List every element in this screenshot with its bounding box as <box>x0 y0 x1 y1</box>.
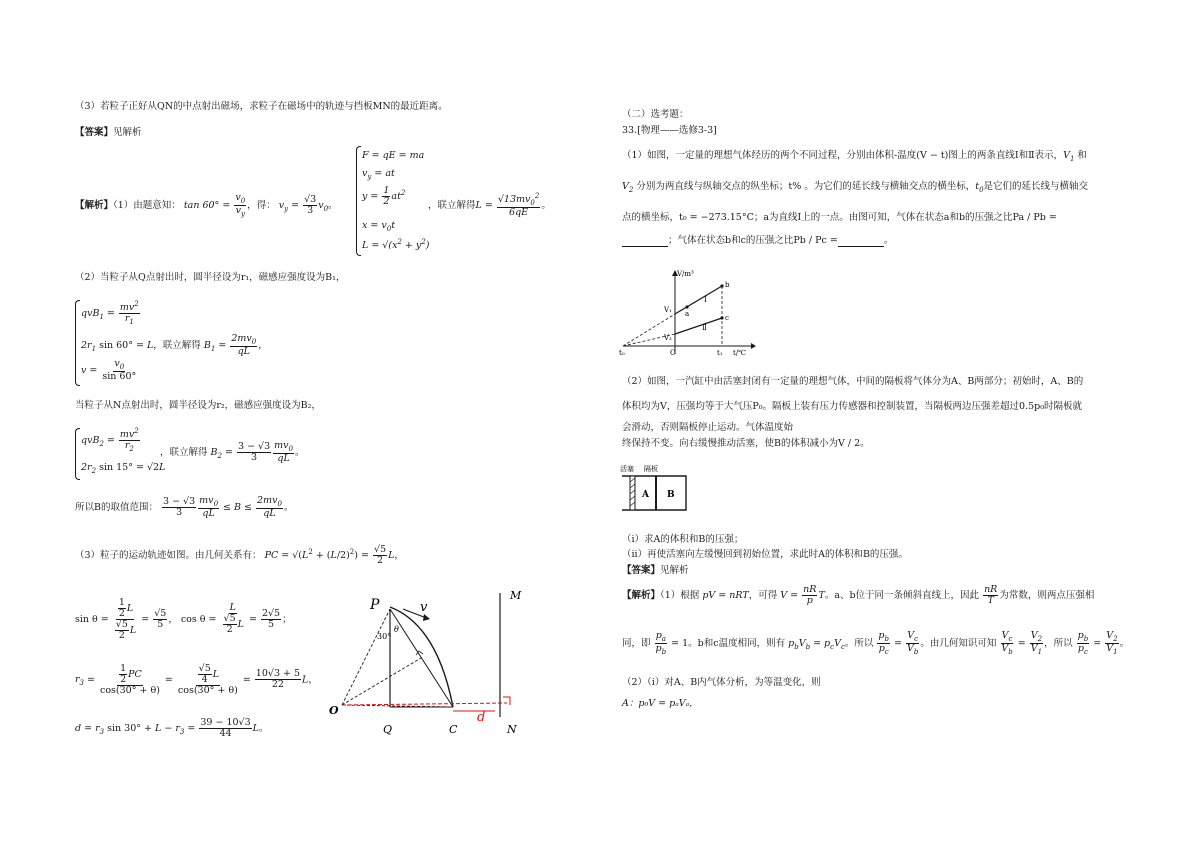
line-pc <box>390 609 453 707</box>
q33-p1-line2: $V_2$ 分别为两直线与纵轴交点的纵坐标；t% 。为它们的延长线与横轴交点的横坐标，$t_0$是它们的延长线与横轴交 <box>622 181 1089 194</box>
label-c: C <box>449 723 458 735</box>
part2-n-intro: 当粒子从N点射出时，圆半径设为r₂，磁感应强度设为B₂， <box>75 400 321 411</box>
eq-force: F = qE = ma <box>362 150 425 161</box>
vt-graph <box>615 266 765 360</box>
label-q: Q <box>383 723 393 735</box>
answer-line: 【答案】见解析 <box>75 127 142 138</box>
q33-p2-line3: 会滑动，否则隔板停止运动。气体温度始 <box>622 422 794 433</box>
part3-intro: （3）粒子的运动轨迹如图。由几何关系有： PC = $√(L^2 + (L/2)^2)$ = $\frac{√5}{2}$ L， <box>75 544 404 566</box>
eq-y: y = $\frac{1}{2}$ $at^2$ <box>362 185 406 207</box>
eq-x: $x = v_0t$ <box>362 220 396 233</box>
right-column <box>600 0 1200 849</box>
eq-v: v = $\frac{v_0}{\sin 60^\circ}$ <box>81 358 137 383</box>
system-brace-2 <box>75 300 80 386</box>
label-v2: V₂ <box>664 334 672 342</box>
label-t0: t₀ <box>619 349 625 357</box>
label-v-axis: V/m³ <box>677 270 694 278</box>
q33-p2-line4: 终保持不变。向右缓慢推动活塞，使B的体积减小为V / 2。 <box>622 438 870 449</box>
label-o-origin: O <box>670 349 676 357</box>
trajectory-figure <box>325 585 535 735</box>
q33-p1-line3: 点的横坐标，t₀ = −273.15°C；a为直线Ⅰ上的一点。由图可知，气体在状态a和b的压强之比Pa / Pb = <box>622 212 1057 223</box>
q33-p2-line1: （2）如图，一汽缸中由活塞封闭有一定量的理想气体，中间的隔板将气体分为A、B两部分；初始时，A、B的 <box>622 376 1084 387</box>
label-line-i: Ⅰ <box>704 296 707 304</box>
q33-p1-line1: （1）如图，一定量的理想气体经历的两个不同过程，分别由体积-温度(V − t)图上的两条直线Ⅰ和Ⅱ表示，$V_1$ 和 <box>622 150 1087 163</box>
solution-2-line2: A：p₀V = pₐVₐ， <box>622 698 699 709</box>
label-t1: t₁ <box>717 349 723 357</box>
label-n: N <box>507 723 517 735</box>
system-brace-1 <box>356 146 361 256</box>
q33-p1-line4: ；气体在状态b和c的压强之比Pb / Pc = 。 <box>622 235 893 247</box>
q3-intro: （3）若粒子正好从QN的中点射出磁场，求粒子在磁场中的轨迹与挡板MN的最近距离。 <box>75 101 448 112</box>
point-b <box>720 284 723 287</box>
line-ii <box>675 318 722 334</box>
label-d: d <box>477 710 486 725</box>
label-line-ii: Ⅱ <box>702 324 707 332</box>
label-a: a <box>685 310 690 318</box>
eq-2r1: $2r_1$ sin 60° = L，联立解得 $B_1$ = $\frac{2mv_0}{qL}$ ， <box>81 333 268 358</box>
red-dashed-line <box>342 703 507 705</box>
label-c-pt: c <box>725 314 729 322</box>
label-o: O <box>329 704 339 717</box>
q33-title: 33.[物理——选修3-3] <box>622 125 717 136</box>
eq-qvb2: qvB$_2$ = $\frac{mv^2}{r_2}$ <box>81 427 139 454</box>
solve-b2: ，联立解得 $B_2$ = $\frac{3 - √3}{3}$ $\frac{mv_0}{qL}$ 。 <box>160 440 305 465</box>
range-b: 所以B的取值范围： $\frac{3 - √3}{3}$ $\frac{mv_0}{qL}$ ≤ B ≤ $\frac{2mv_0}{qL}$ 。 <box>75 495 294 520</box>
label-v: v <box>420 600 428 615</box>
eq-d: $d = r_3$ $\sin 30^\circ + L - r_3$ = $\frac{39 - 10√3}{44}$ L。 <box>75 717 269 739</box>
sin-cos-theta: sin θ = $\frac{1}{2}$ L $\frac{√5}{2}$ L = $\frac{√5}{5}$ ， cos θ = L $\frac{√5}{2}$ L = $\frac{2√5}{5}$ ； <box>75 597 292 641</box>
label-partition: 隔板 <box>644 465 658 473</box>
label-theta: θ <box>394 625 399 634</box>
solution-2-line1: （2）（i）对A、B内气体分析，为等温变化，则 <box>622 677 821 688</box>
answer-line-right: 【答案】见解析 <box>622 565 689 576</box>
system-brace-3 <box>75 428 80 480</box>
eq-l: $L = √(x^2 + y^2)$ <box>362 238 430 252</box>
label-a-chamber: A <box>642 490 649 500</box>
eq-2r2: $2r_2$ sin 15° = √2L <box>81 462 166 475</box>
q-i: （i）求A的体积和B的压强； <box>622 534 744 545</box>
label-v1: V₁ <box>664 306 672 314</box>
label-b: b <box>725 281 730 289</box>
solution-1-line2: 同，即 $\frac{p_a}{p_b}$ = 1。b和c温度相同，则有 $p_bV_b = p_cV_c$。所以 $\frac{p_b}{p_c}$ = $\frac{V_c}{V_b}$ 。由几何知识可知 $\frac{V_c}{V_b}$ = $\frac{V_2}{V_1}$ ，所以 $\frac{p_b}{p_c}$ = $\frac{V_2}{V_1}$ 。 <box>622 630 1130 657</box>
eq-r3: $r_3$ = $\frac{1}{2}$ PC cos(30° + θ) = $\frac{√5}{4}$ L cos(30° + θ) = $\frac{10√3 + 5}{22}$ L， <box>75 663 318 696</box>
q-ii: （ii）再使活塞向左缓慢回到初始位置，求此时A的体积和B的压强。 <box>622 549 908 560</box>
label-b-chamber: B <box>667 490 675 500</box>
label-30: 30° <box>377 632 392 641</box>
solution-1-line1: 【解析】（1）根据 pV = nRT，可得 V = $\frac{nR}{p}$ T。a、b位于同一条倾斜直线上，因此 $\frac{nR}{T}$ 为常数，则两点压强相 <box>622 584 1095 606</box>
label-t-axis: t/℃ <box>733 349 747 357</box>
eq-vy: $v_y$ = at <box>362 168 395 181</box>
label-m: M <box>510 589 522 602</box>
velocity-arrow-head <box>423 614 430 621</box>
label-piston: 活塞 <box>620 465 634 473</box>
red-marker <box>503 697 510 705</box>
label-p: P <box>370 597 380 613</box>
point-a <box>685 305 688 308</box>
section-heading: （二）选考题： <box>622 109 689 120</box>
point-c <box>720 316 723 319</box>
solve-l: ，联立解得L = $\frac{√13mv_0^2}{6qE}$ 。 <box>428 192 551 219</box>
q33-p2-line2: 体积均为V，压强均等于大气压P₀。隔板上装有压力传感器和控制装置，当隔板两边压强差超过0.5p₀时隔板就 <box>622 401 1083 412</box>
eq-qvb1: qvB$_1$ = $\frac{mv^2}{r_1}$ <box>81 300 139 327</box>
analysis-part1: 【解析】（1）由题意知： tan 60° = $\frac{v_0}{v_y}$ ，得： $v_y$ = $\frac{√3}{3}$ $v_0$。 <box>75 192 338 219</box>
part2-intro: （2）当粒子从Q点射出时，圆半径设为r₁，磁感应强度设为B₁， <box>75 272 346 283</box>
cylinder-figure <box>618 462 698 514</box>
line-i <box>675 286 722 314</box>
t-axis-arrow <box>751 343 756 349</box>
